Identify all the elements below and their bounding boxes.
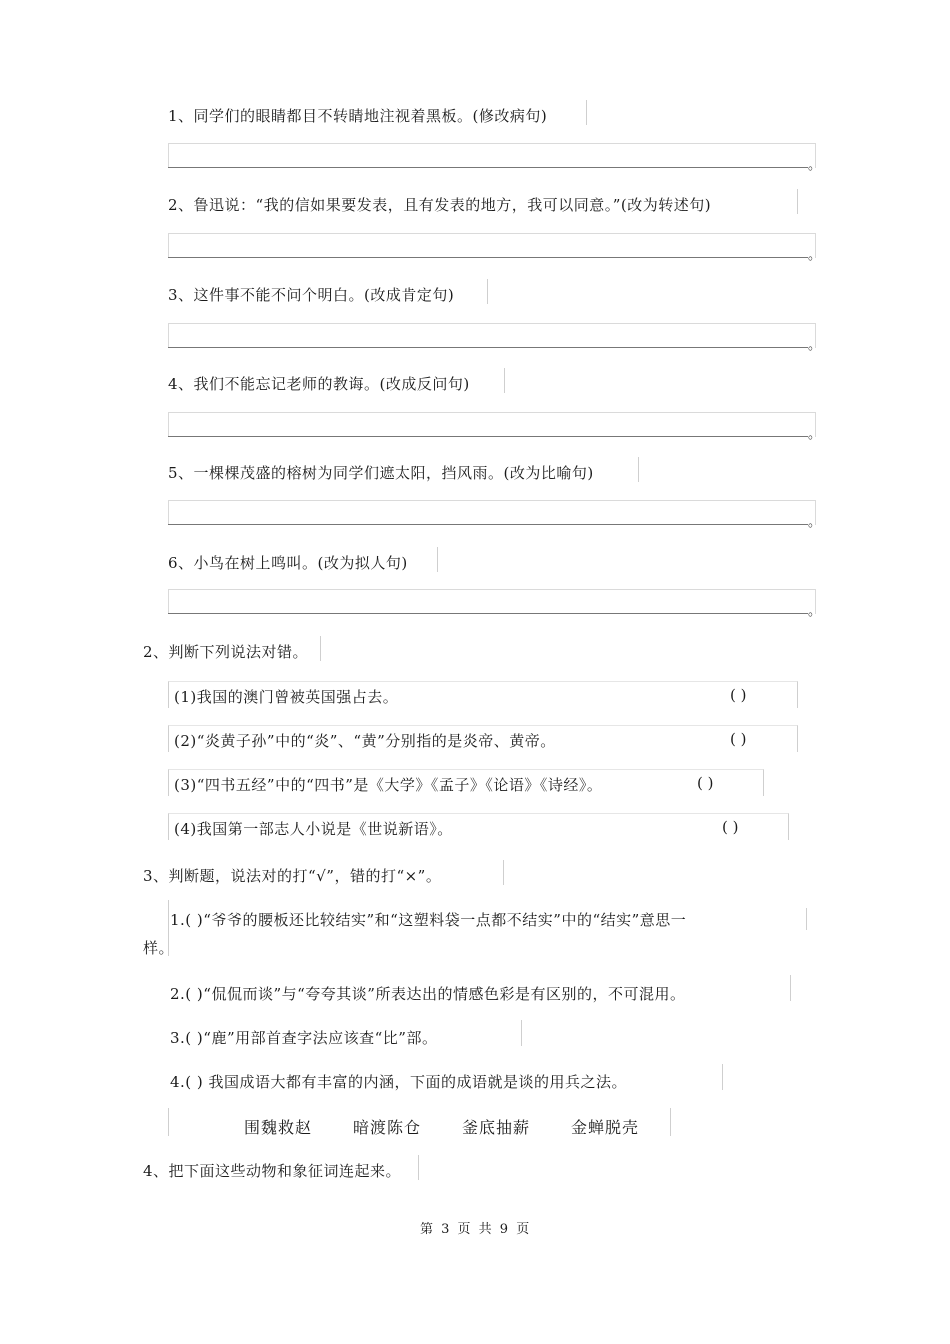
judge-text: (4)我国第一部志人小说是《世说新语》。 xyxy=(174,820,453,838)
tf-text: 3.( )“鹿”用部首查字法应该查“比”部。 xyxy=(170,1029,438,1047)
tf-text-line2: 样。 xyxy=(143,939,175,957)
answer-line xyxy=(168,524,808,525)
idiom-4: 金蝉脱壳 xyxy=(571,1118,640,1137)
answer-box[interactable] xyxy=(168,589,816,614)
answer-paren[interactable]: ( ) xyxy=(730,686,747,704)
answer-line xyxy=(168,167,808,168)
divider xyxy=(504,368,505,393)
idiom-1: 围魏救赵 xyxy=(244,1118,313,1137)
answer-box[interactable] xyxy=(168,233,816,258)
judge-text: (1)我国的澳门曾被英国强占去。 xyxy=(174,688,399,706)
divider xyxy=(503,860,504,885)
judge-text: (2)“炎黄子孙”中的“炎”、“黄”分别指的是炎帝、黄帝。 xyxy=(174,732,556,750)
answer-box[interactable] xyxy=(168,143,816,168)
answer-paren[interactable]: ( ) xyxy=(697,774,714,792)
tf-text: 2.( )“侃侃而谈”与“夸夸其谈”所表达出的情感色彩是有区别的，不可混用。 xyxy=(170,985,686,1003)
divider xyxy=(670,1108,671,1136)
divider xyxy=(586,100,587,125)
answer-period: 。 xyxy=(808,158,822,173)
answer-line xyxy=(168,347,808,348)
question-text: 5、一棵棵茂盛的榕树为同学们遮太阳，挡风雨。(改为比喻句) xyxy=(168,464,594,482)
divider xyxy=(790,975,791,1001)
divider xyxy=(722,1064,723,1090)
answer-box[interactable] xyxy=(168,500,816,525)
question-text: 1、同学们的眼睛都目不转睛地注视着黑板。(修改病句) xyxy=(168,107,548,125)
idiom-2: 暗渡陈仓 xyxy=(353,1118,422,1137)
divider xyxy=(168,1108,169,1136)
answer-period: 。 xyxy=(808,248,822,263)
tf-text-line1: 1.( )“爷爷的腰板还比较结实”和“这塑料袋一点都不结实”中的“结实”意思一 xyxy=(170,911,687,929)
answer-box[interactable] xyxy=(168,412,816,437)
judge-text: (3)“四书五经”中的“四书”是《大学》《孟子》《论语》《诗经》。 xyxy=(174,776,603,794)
section-2-title: 2、判断下列说法对错。 xyxy=(143,643,309,661)
answer-paren[interactable]: ( ) xyxy=(722,818,739,836)
question-text: 4、我们不能忘记老师的教诲。(改成反问句) xyxy=(168,375,470,393)
divider xyxy=(320,636,321,661)
divider xyxy=(521,1020,522,1046)
divider xyxy=(487,279,488,304)
answer-paren[interactable]: ( ) xyxy=(730,730,747,748)
section-4-title: 4、把下面这些动物和象征词连起来。 xyxy=(143,1162,402,1180)
divider xyxy=(797,189,798,214)
answer-line xyxy=(168,613,808,614)
divider xyxy=(418,1155,419,1180)
answer-period: 。 xyxy=(808,338,822,353)
question-text: 3、这件事不能不问个明白。(改成肯定句) xyxy=(168,286,455,304)
answer-line xyxy=(168,436,808,437)
divider xyxy=(437,547,438,572)
answer-period: 。 xyxy=(808,427,822,442)
answer-period: 。 xyxy=(808,515,822,530)
section-3-title: 3、判断题，说法对的打“√”，错的打“×”。 xyxy=(143,867,442,885)
divider xyxy=(638,457,639,482)
answer-line xyxy=(168,257,808,258)
divider xyxy=(806,908,807,930)
tf-text: 4.( ) 我国成语大都有丰富的内涵，下面的成语就是谈的用兵之法。 xyxy=(170,1073,628,1091)
page-number: 第 3 页 共 9 页 xyxy=(420,1222,532,1237)
idiom-3: 釜底抽薪 xyxy=(462,1118,531,1137)
answer-period: 。 xyxy=(808,604,822,619)
answer-box[interactable] xyxy=(168,323,816,348)
question-text: 6、小鸟在树上鸣叫。(改为拟人句) xyxy=(168,554,408,572)
question-text: 2、鲁迅说：“我的信如果要发表，且有发表的地方，我可以同意。”(改为转述句) xyxy=(168,196,712,214)
